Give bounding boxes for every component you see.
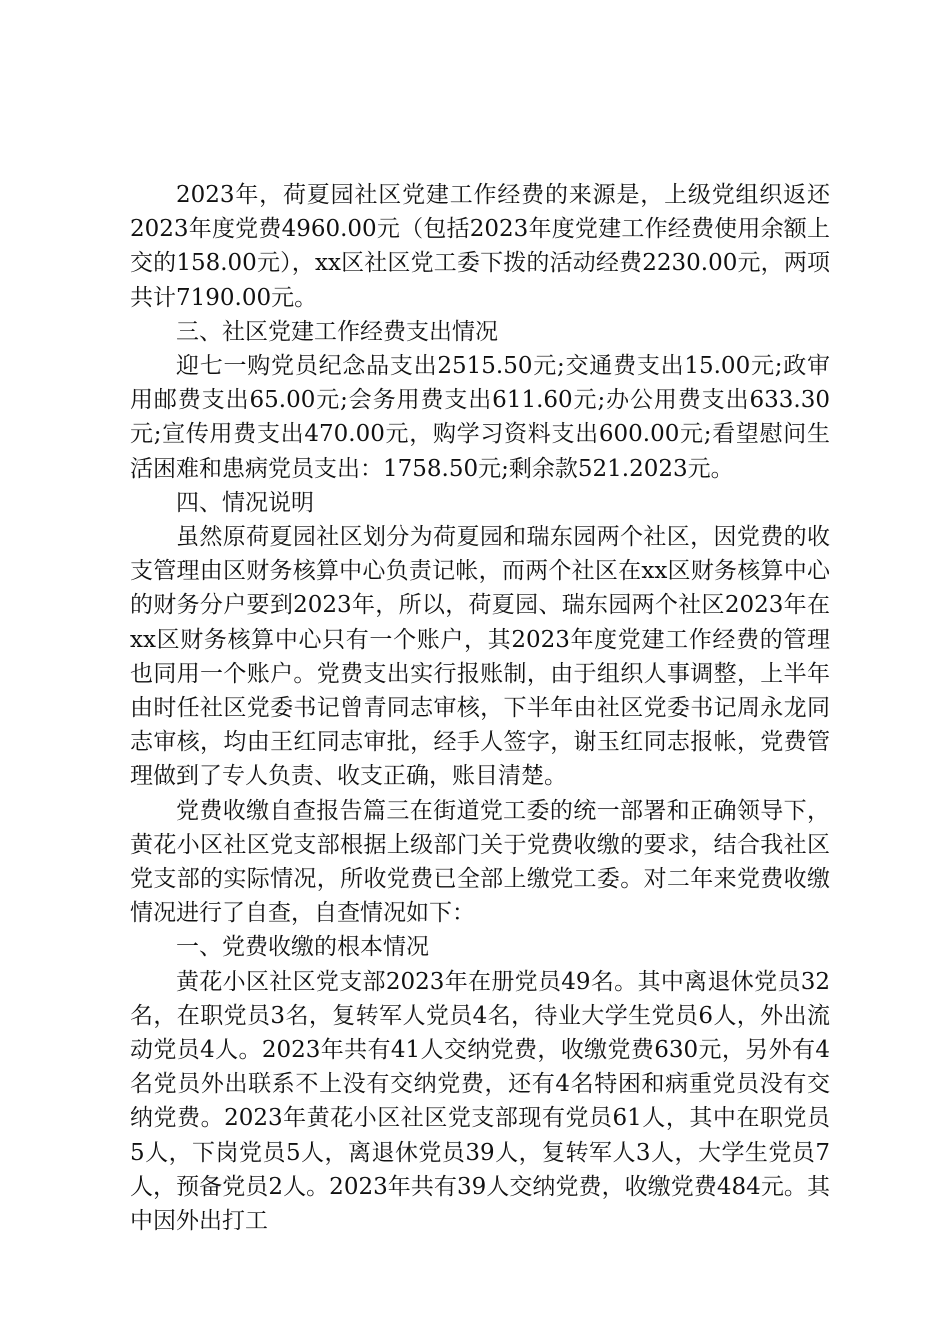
paragraph-expenditure: 迎七一购党员纪念品支出2515.50元;交通费支出15.00元;政审用邮费支出65.00元;会务用费支出611.60元;办公用费支出633.30元;宣传用费支出470.00元，购学习资料支出600.00元;看望慰问生活困难和患病党员支出：1758.50元;剩余款521.2023元。 [130,353,830,482]
document-page [130,178,830,1238]
paragraph-explanation: 虽然原荷夏园社区划分为荷夏园和瑞东园两个社区，因党费的收支管理由区财务核算中心负责记帐，而两个社区在xx区财务核算中心的财务分户要到2023年，所以，荷夏园、瑞东园两个社区2023年在xx区财务核算中心只有一个账户，其2023年度党建工作经费的管理也同用一个账户。党费支出实行报账制，由于组织人事调整，上半年由时任社区党委书记曾青同志审核，下半年由社区党委书记周永龙同志审核，均由王红同志审批，经手人签字，谢玉红同志报帐，党费管理做到了专人负责、收支正确，账目清楚。 [130,524,830,790]
paragraph-report-intro: 党费收缴自查报告篇三在街道党工委的统一部署和正确领导下，黄花小区社区党支部根据上级部门关于党费收缴的要求，结合我社区党支部的实际情况，所收党费已全部上缴党工委。对二年来党费收缴情况进行了自查，自查情况如下： [130,797,830,927]
heading-expenditure: 三、社区党建工作经费支出情况 [176,318,498,345]
paragraph-basic-situation: 黄花小区社区党支部2023年在册党员49名。其中离退休党员32名，在职党员3名，复转军人党员4名，待业大学生党员6人，外出流动党员4人。2023年共有41人交纳党费，收缴党费630元，另外有4名党员外出联系不上没有交纳党费，还有4名特困和病重党员没有交纳党费。2023年黄花小区社区党支部现有党员61人，其中在职党员5人，下岗党员5人，离退休党员39人，复转军人3人，大学生党员7人，预备党员2人。2023年共有39人交纳党费，收缴党费484元。其中因外出打工 [130,968,830,1235]
heading-explanation: 四、情况说明 [176,489,314,516]
heading-basic-situation: 一、党费收缴的根本情况 [176,934,429,961]
paragraph-funding-source: 2023年，荷夏园社区党建工作经费的来源是，上级党组织返还2023年度党费4960.00元（包括2023年度党建工作经费使用余额上交的158.00元），xx区社区党工委下拨的活动经费2230.00元，两项共计7190.00元。 [130,182,830,311]
